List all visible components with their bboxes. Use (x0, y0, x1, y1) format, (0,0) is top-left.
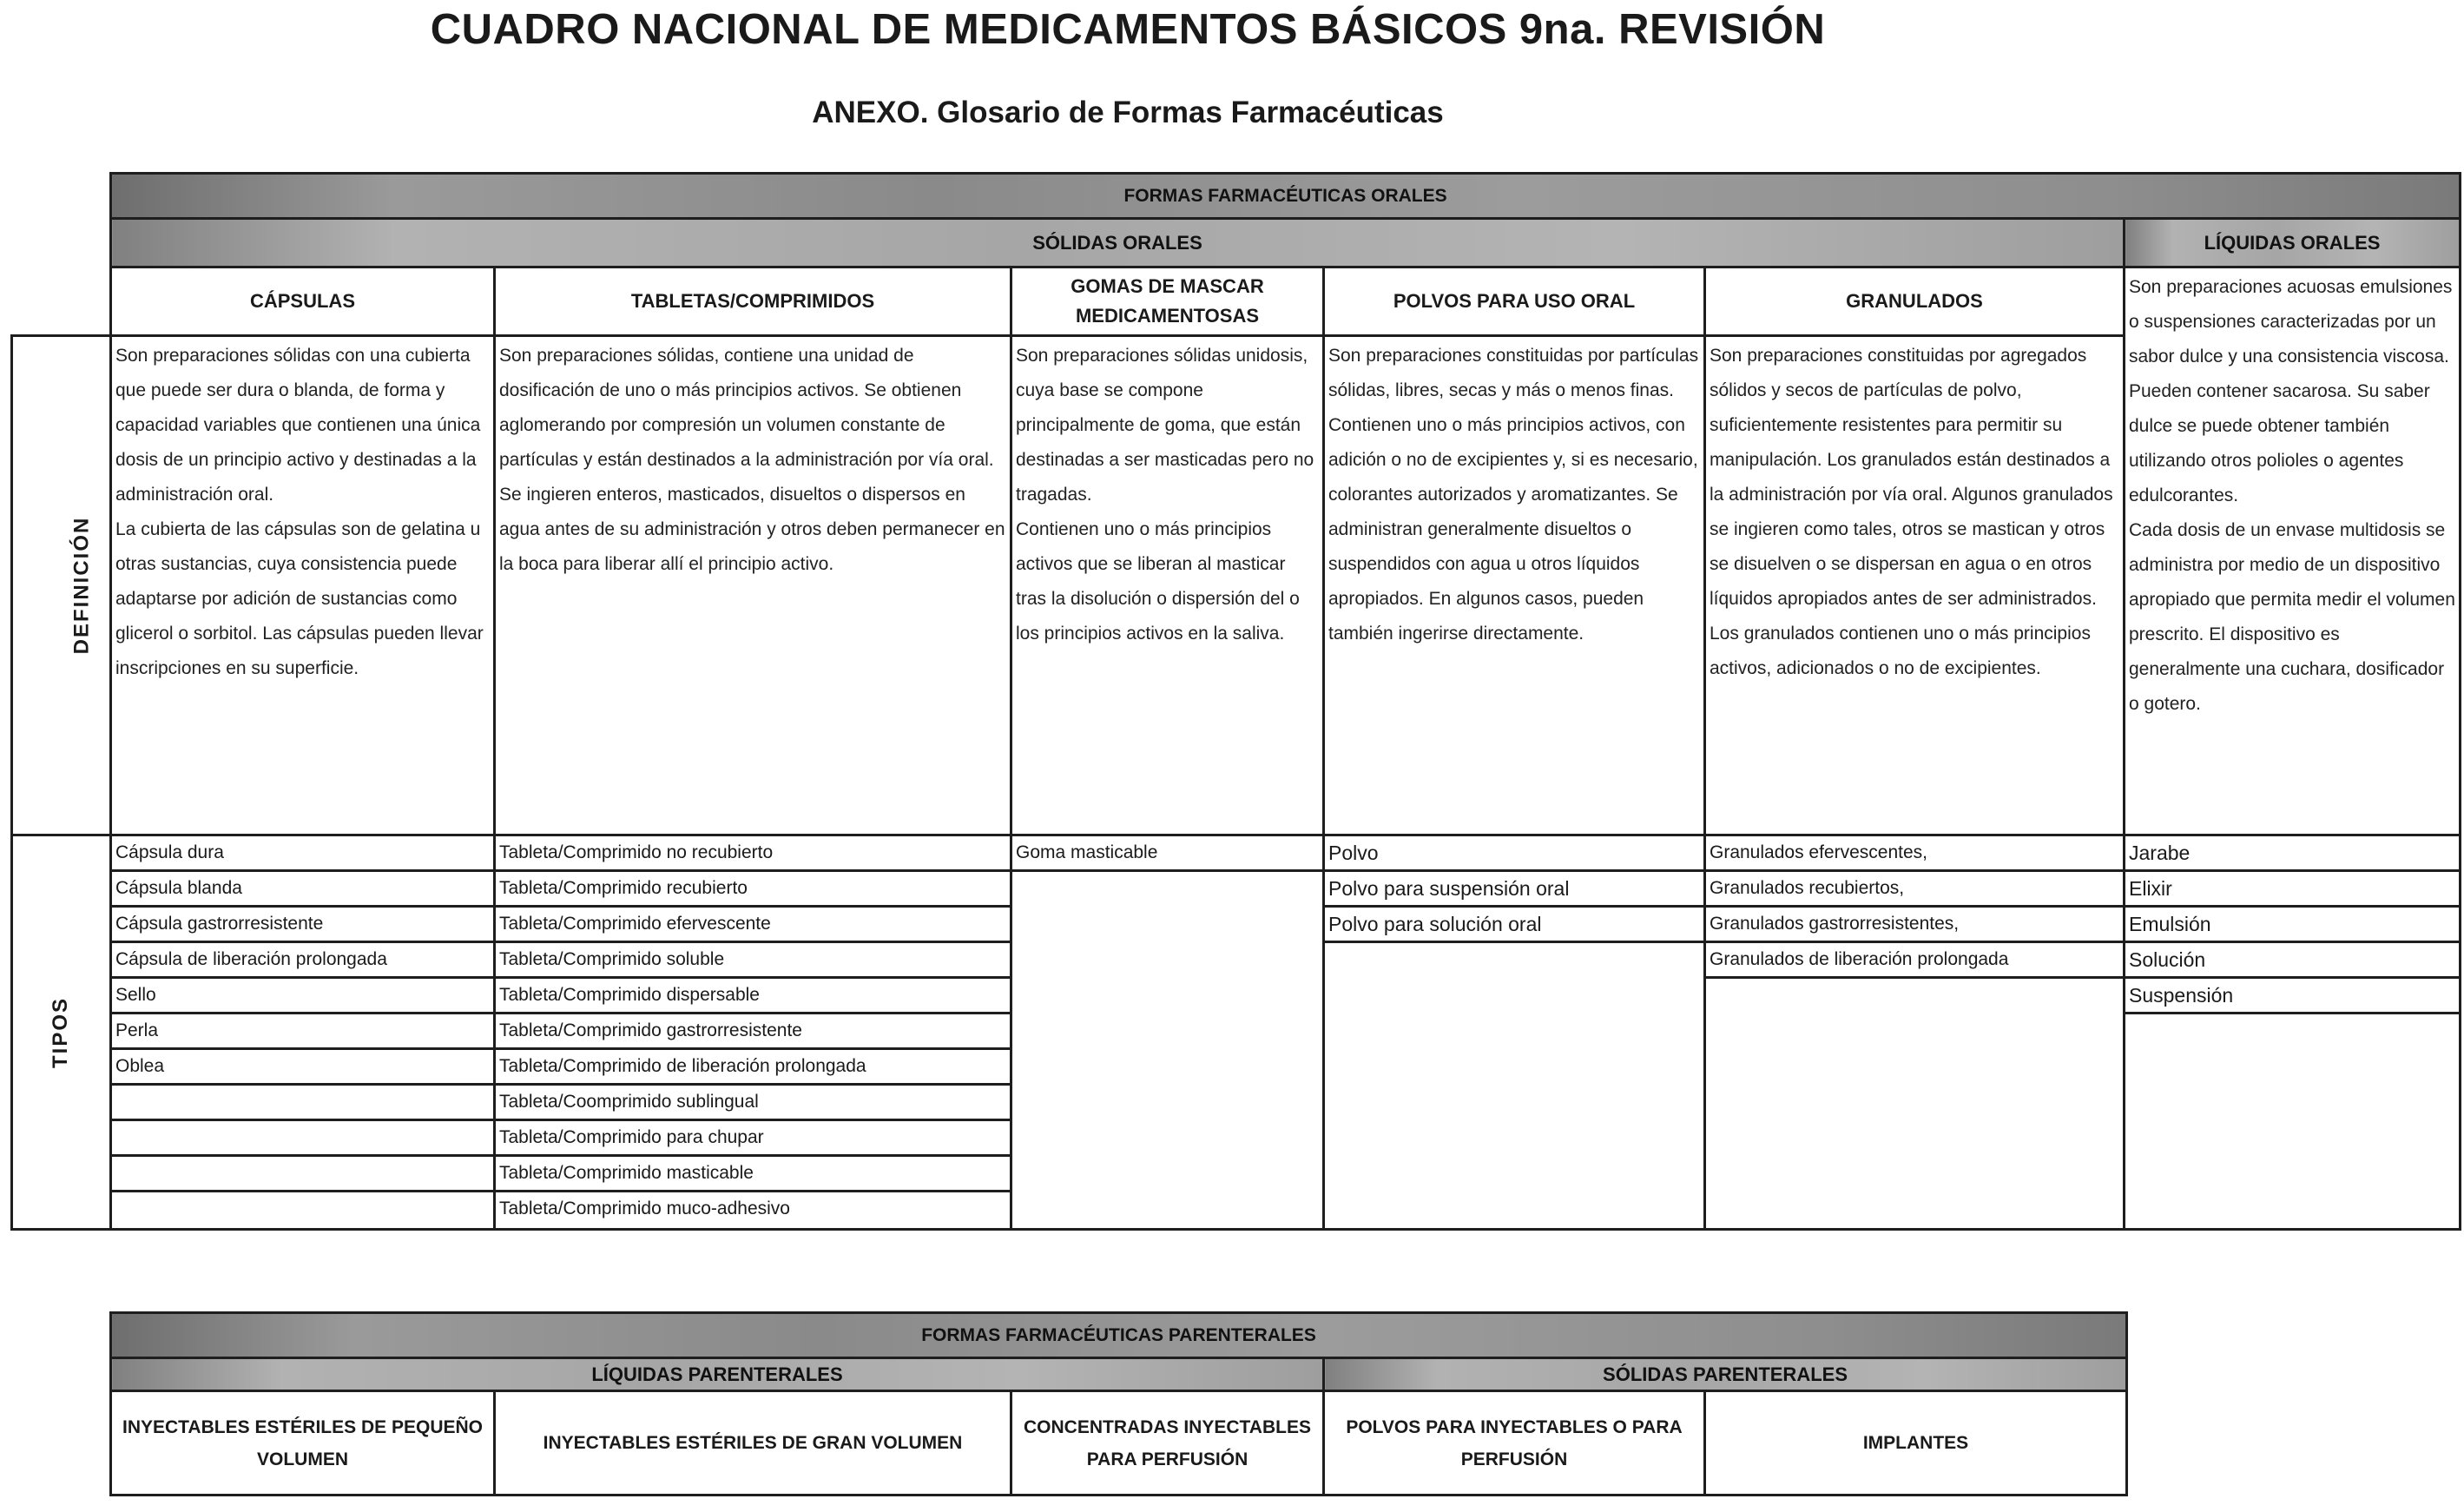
list-item: Tableta/Comprimido dispersable (496, 979, 1010, 1014)
list-item: Tableta/Comprimido no recubierto (496, 836, 1010, 872)
list-item: Polvo (1325, 836, 1703, 872)
list-item: Goma masticable (1012, 836, 1322, 872)
list-item: Polvo para suspensión oral (1325, 872, 1703, 908)
col-header-granulados: GRANULADOS (1705, 267, 2125, 336)
list-item: Solución (2125, 943, 2459, 979)
col-header-tabletas: TABLETAS/COMPRIMIDOS (495, 267, 1011, 336)
definition-polvos (1324, 336, 1705, 835)
list-item: Emulsión (2125, 908, 2459, 943)
list-item: Sello (112, 979, 493, 1014)
list-item: Granulados gastrorresistentes, (1706, 908, 2123, 943)
definition-paragraph: La cubierta de las cápsulas son de gelatina u otras sustancias, cuya consistencia puede adaptarse por adición de sustancias como glicerol o sorbitol. Las cápsulas pueden llevar inscripciones en su superficie. (115, 519, 484, 678)
list-item: Granulados recubiertos, (1706, 872, 2123, 908)
page-title: CUADRO NACIONAL DE MEDICAMENTOS BÁSICOS 9na. REVISIÓN (430, 6, 1826, 53)
list-item: Jarabe (2125, 836, 2459, 872)
col-header-polvos-inyectables: POLVOS PARA INYECTABLES O PARA PERFUSIÓN (1324, 1391, 1705, 1495)
list-item (112, 1121, 493, 1157)
row-label-definicion-text: DEFINICIÓN (69, 516, 94, 655)
col-header-inyectables-gran: INYECTABLES ESTÉRILES DE GRAN VOLUMEN (495, 1391, 1011, 1495)
list-item: Tableta/Comprimido gastrorresistente (496, 1014, 1010, 1050)
list-item: Tableta/Comprimido recubierto (496, 872, 1010, 908)
liquid-oral-band: LÍQUIDAS ORALES (2125, 219, 2461, 267)
col-header-polvos: POLVOS PARA USO ORAL (1324, 267, 1705, 336)
list-item: Tableta/Comprimido soluble (496, 943, 1010, 979)
col-header-gomas: GOMAS DE MASCAR MEDICAMENTOSAS (1011, 267, 1324, 336)
parenteral-forms-table (109, 1311, 2128, 1496)
list-item (112, 1157, 493, 1192)
list-item: Polvo para solución oral (1325, 908, 1703, 943)
list-item: Perla (112, 1014, 493, 1050)
definition-paragraph: Son preparaciones sólidas, contiene una unidad de dosificación de uno o más principios activos. Se obtienen aglomerando por compresión un volumen constante de partículas y están destinados a la administración por vía oral. Se ingieren enteros, masticados, disueltos o dispersos en agua antes de su administración y otros deben permanecer en la boca para liberar allí el principio activo. (499, 346, 1005, 574)
row-label-definicion (12, 336, 111, 835)
oral-forms-table (10, 172, 2461, 1231)
oral-forms-band: FORMAS FARMACÉUTICAS ORALES (111, 174, 2461, 219)
types-tabletas (495, 835, 1011, 1230)
list-item (112, 1086, 493, 1121)
definition-paragraph: Cada dosis de un envase multidosis se administra por medio de un dispositivo apropiado que permita medir el volumen prescrito. El dispositivo es generalmente una cuchara, dosificador o gotero. (2129, 520, 2455, 714)
list-item: Tableta/Comprimido de liberación prolongada (496, 1050, 1010, 1086)
definition-paragraph: Son preparaciones sólidas con una cubierta que puede ser dura o blanda, de forma y capacidad variables que contienen una única dosis de un principio activo y destinadas a la administración oral. (115, 346, 481, 505)
list-item: Cápsula dura (112, 836, 493, 872)
row-label-tipos (12, 835, 111, 1230)
types-polvos (1324, 835, 1705, 1230)
definition-paragraph: Contienen uno o más principios activos que se liberan al masticar tras la disolución o dispersión del o los principios activos en la saliva. (1016, 519, 1300, 644)
types-granulados (1705, 835, 2125, 1230)
list-item: Granulados efervescentes, (1706, 836, 2123, 872)
list-item: Cápsula blanda (112, 872, 493, 908)
list-item: Cápsula de liberación prolongada (112, 943, 493, 979)
list-item: Cápsula gastrorresistente (112, 908, 493, 943)
row-label-tipos-text: TIPOS (49, 996, 73, 1068)
list-item: Oblea (112, 1050, 493, 1086)
definition-liquidas (2125, 267, 2461, 835)
definition-paragraph: Son preparaciones constituidas por agregados sólidos y secos de partículas de polvo, suficientemente resistentes para permitir su manipulación. Los granulados están destinados a la administración por vía oral. Algunos granulados se ingieren como tales, otros se mastican y otros se disuelven o se dispersan en agua o en otros líquidos apropiados antes de ser administrados. (1710, 346, 2113, 609)
definition-gomas (1011, 336, 1324, 835)
col-header-implantes: IMPLANTES (1705, 1391, 2127, 1495)
definition-paragraph: Son preparaciones constituidas por partículas sólidas, libres, secas y más o menos finas. Contienen uno o más principios activos, con adición o no de excipientes y, si es necesario, colorantes autorizados y aromatizantes. Se administran generalmente disueltos o suspendidos con agua u otros líquidos apropiados. En algunos casos, pueden también ingerirse directamente. (1328, 346, 1699, 644)
liquid-parenteral-band: LÍQUIDAS PARENTERALES (111, 1358, 1324, 1391)
list-item: Tableta/Comprimido masticable (496, 1157, 1010, 1192)
list-item: Tableta/Comprimido muco-adhesivo (499, 1198, 790, 1218)
page-subtitle: ANEXO. Glosario de Formas Farmacéuticas (812, 96, 1444, 129)
list-item: Granulados de liberación prolongada (1706, 943, 2123, 979)
definition-paragraph: Son preparaciones acuosas emulsiones o suspensiones caracterizadas por un sabor dulce y una consistencia viscosa. Pueden contener sacarosa. Su saber dulce se puede obtener también utilizando otros polioles o agentes edulcorantes. (2129, 277, 2453, 505)
types-gomas (1011, 835, 1324, 1230)
list-item: Suspensión (2125, 979, 2459, 1014)
definition-granulados (1705, 336, 2125, 835)
types-capsulas (111, 835, 495, 1230)
list-item: Tableta/Comprimido efervescente (496, 908, 1010, 943)
col-header-concentradas: CONCENTRADAS INYECTABLES PARA PERFUSIÓN (1011, 1391, 1324, 1495)
list-item: Tableta/Comprimido para chupar (496, 1121, 1010, 1157)
types-liquidas (2125, 835, 2461, 1230)
solid-parenteral-band: SÓLIDAS PARENTERALES (1324, 1358, 2127, 1391)
col-header-capsulas: CÁPSULAS (111, 267, 495, 336)
definition-paragraph: Son preparaciones sólidas unidosis, cuya base se compone principalmente de goma, que están destinadas a ser masticadas pero no tragadas. (1016, 346, 1314, 505)
definition-paragraph: Los granulados contienen uno o más principios activos, adicionados o no de excipientes. (1710, 624, 2091, 678)
definition-capsulas (111, 336, 495, 835)
parenteral-forms-band: FORMAS FARMACÉUTICAS PARENTERALES (111, 1313, 2127, 1358)
list-item: Tableta/Coomprimido sublingual (496, 1086, 1010, 1121)
list-item: Elixir (2125, 872, 2459, 908)
col-header-inyectables-pequeno: INYECTABLES ESTÉRILES DE PEQUEÑO VOLUMEN (111, 1391, 495, 1495)
solid-oral-band: SÓLIDAS ORALES (111, 219, 2125, 267)
definition-tabletas (495, 336, 1011, 835)
list-item (112, 1192, 493, 1225)
